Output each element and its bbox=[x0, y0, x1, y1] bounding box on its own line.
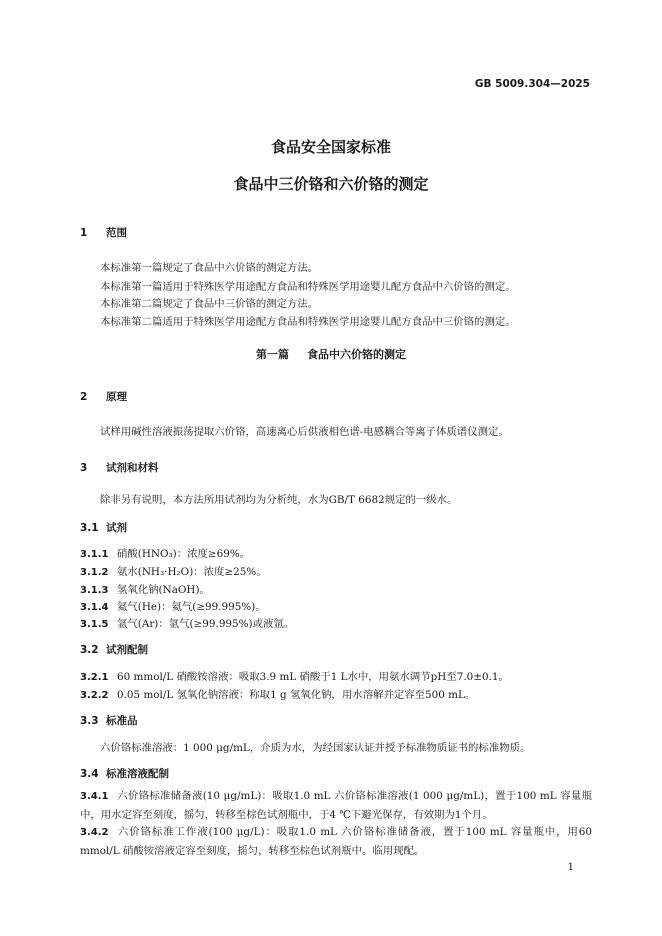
subsection-3-1-heading bbox=[80, 520, 127, 535]
item-text: 60 mmol/L 硝酸铵溶液：吸取3.9 mL 硝酸于1 L水中，用氨水调节pH至7.0±0.1。 bbox=[117, 671, 509, 683]
part-label: 第一篇 bbox=[256, 348, 289, 361]
section-2-heading bbox=[80, 389, 127, 404]
subsection-title: 标准溶液配制 bbox=[106, 768, 169, 780]
subsection-3-4-heading bbox=[80, 766, 169, 781]
item-number: 3.1.4 bbox=[80, 602, 109, 613]
item-text: 0.05 mol/L 氢氧化钠溶液：称取1 g 氢氧化钠，用水溶解并定容至500 mL。 bbox=[117, 689, 476, 701]
item-number: 3.1.5 bbox=[80, 619, 109, 630]
subsection-3-2-heading bbox=[80, 642, 148, 657]
item-number: 3.2.1 bbox=[80, 672, 109, 683]
main-title: 食品安全国家标准 bbox=[270, 138, 391, 156]
preparation-item bbox=[80, 668, 509, 683]
preparation-item bbox=[80, 686, 475, 701]
section-number: 2 bbox=[80, 391, 88, 403]
item-text: 氦气(He)：氦气(≥99.995%)。 bbox=[117, 601, 266, 613]
scope-paragraph: 本标准第二篇规定了食品中三价铬的测定方法。 bbox=[100, 298, 319, 310]
section-title: 范围 bbox=[106, 227, 127, 239]
reagent-item bbox=[80, 615, 294, 630]
item-number: 3.4.1 bbox=[80, 791, 109, 802]
section-1-heading bbox=[80, 225, 127, 240]
scope-paragraph: 本标准第一篇规定了食品中六价铬的测定方法。 bbox=[100, 262, 319, 274]
sub-title: 食品中三价铬和六价铬的测定 bbox=[233, 175, 429, 193]
section-title: 原理 bbox=[106, 391, 127, 403]
item-text: 六价铬标准工作液(100 μg/L)：吸取1.0 mL 六价铬标准储备液，置于100 mL 容量瓶中，用60 mmol/L 硝酸铵溶液定容至刻度，摇匀，转移至棕色试剂瓶中。临用现配。 bbox=[80, 826, 592, 857]
subsection-title: 试剂配制 bbox=[106, 644, 148, 656]
standard-solution-item bbox=[80, 823, 592, 861]
reagent-item bbox=[80, 598, 266, 613]
item-number: 3.1.1 bbox=[80, 549, 109, 560]
section-3-heading bbox=[80, 460, 159, 475]
standard-material-paragraph: 六价铬标准溶液：1 000 μg/mL，介质为水，为经国家认证并授予标准物质证书的标准物质。 bbox=[100, 742, 531, 754]
section-number: 1 bbox=[80, 227, 88, 239]
reagent-item bbox=[80, 581, 210, 596]
subsection-number: 3.4 bbox=[80, 768, 99, 780]
item-text: 六价铬标准储备液(10 μg/mL)：吸取1.0 mL 六价铬标准溶液(1 000 μg/mL)，置于100 mL 容量瓶中，用水定容至刻度，摇匀，转移至棕色试剂瓶中，于4 ℃下避光保存，有效期为1个月。 bbox=[80, 790, 592, 821]
item-text: 氩气(Ar)：氩气(≥99.995%)或液氩。 bbox=[117, 618, 295, 630]
item-text: 硝酸(HNO₃)：浓度≥69%。 bbox=[117, 548, 251, 560]
standard-solution-item bbox=[80, 787, 592, 825]
principle-paragraph: 试样用碱性溶液振荡提取六价铬，高速离心后供液相色谱-电感耦合等离子体质谱仪测定。 bbox=[100, 426, 509, 438]
page-number: 1 bbox=[567, 862, 574, 873]
reagents-paragraph: 除非另有说明，本方法所用试剂均为分析纯，水为GB/T 6682规定的一级水。 bbox=[100, 494, 458, 506]
subsection-number: 3.2 bbox=[80, 644, 99, 656]
subsection-3-3-heading bbox=[80, 713, 138, 728]
item-text: 氢氧化钠(NaOH)。 bbox=[117, 584, 210, 596]
subsection-title: 试剂 bbox=[106, 522, 127, 534]
item-number: 3.1.2 bbox=[80, 567, 109, 578]
item-number: 3.1.3 bbox=[80, 585, 109, 596]
item-number: 3.4.2 bbox=[80, 827, 109, 838]
subsection-title: 标准品 bbox=[106, 715, 138, 727]
part-heading bbox=[0, 346, 662, 362]
subsection-number: 3.3 bbox=[80, 715, 99, 727]
section-number: 3 bbox=[80, 462, 88, 474]
reagent-item bbox=[80, 563, 267, 578]
item-number: 3.2.2 bbox=[80, 690, 109, 701]
item-text: 氨水(NH₃·H₂O)：浓度≥25%。 bbox=[117, 566, 267, 578]
part-title: 食品中六价铬的测定 bbox=[307, 348, 406, 361]
reagent-item bbox=[80, 545, 250, 560]
subsection-number: 3.1 bbox=[80, 522, 99, 534]
scope-paragraph: 本标准第二篇适用于特殊医学用途配方食品和特殊医学用途婴儿配方食品中三价铬的测定。 bbox=[100, 316, 516, 328]
section-title: 试剂和材料 bbox=[106, 462, 159, 474]
standard-number: GB 5009.304—2025 bbox=[474, 78, 590, 90]
scope-paragraph: 本标准第一篇适用于特殊医学用途配方食品和特殊医学用途婴儿配方食品中六价铬的测定。 bbox=[100, 281, 516, 293]
